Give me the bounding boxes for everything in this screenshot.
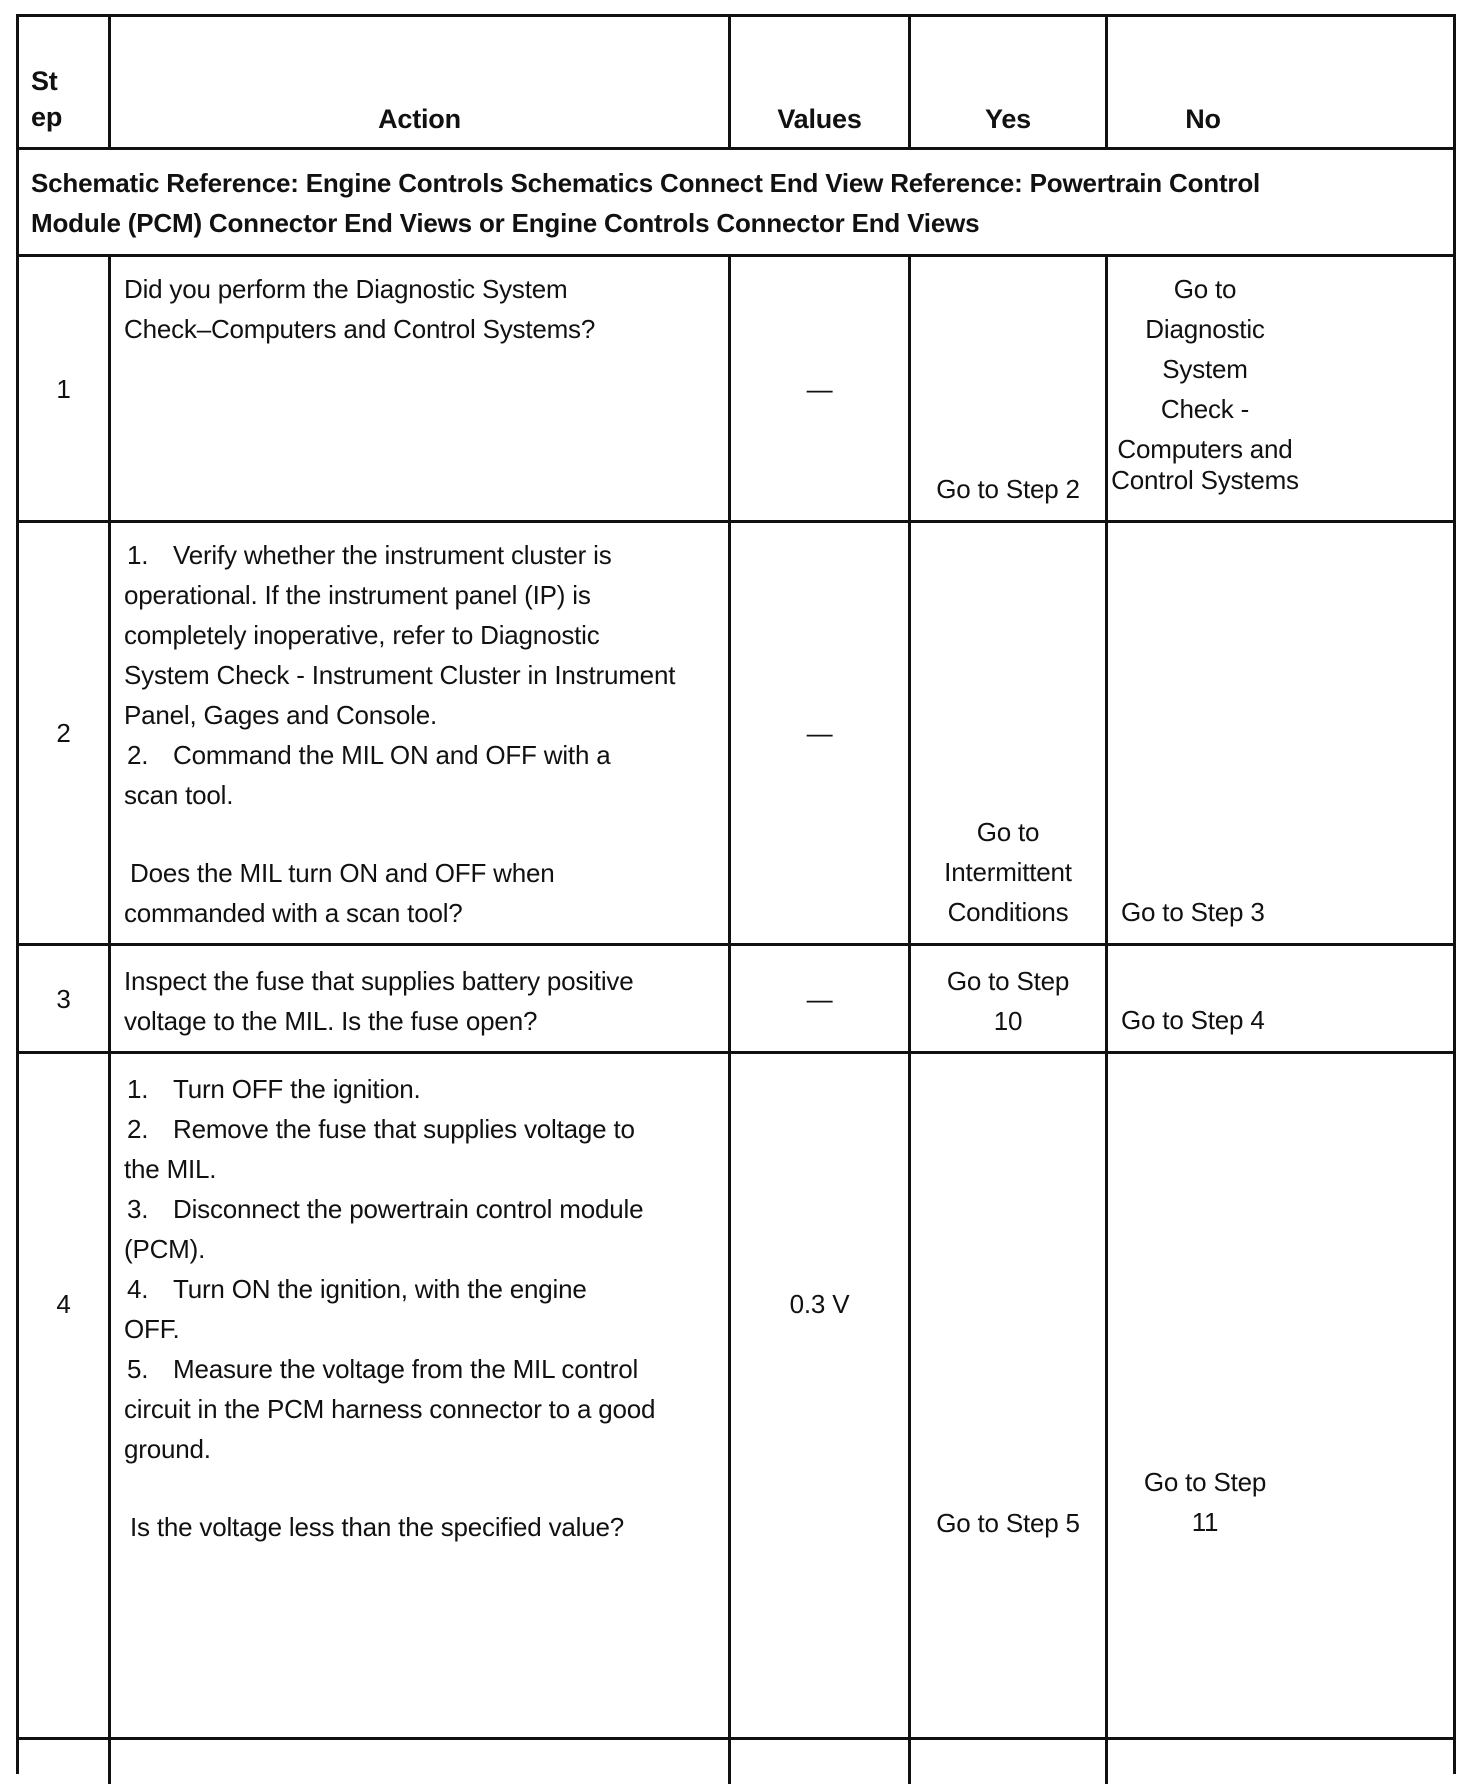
row2-action bbox=[124, 535, 724, 933]
action-line: the MIL. bbox=[124, 1154, 217, 1184]
row3-yes bbox=[911, 961, 1105, 1041]
question-line: commanded with a scan tool? bbox=[124, 898, 463, 928]
row3-no: Go to Step 4 bbox=[1121, 1005, 1265, 1035]
row1-action bbox=[124, 269, 724, 349]
action-line: OFF. bbox=[124, 1314, 180, 1344]
item-text: Turn ON the ignition, with the engine bbox=[173, 1274, 587, 1304]
action-line: voltage to the MIL. Is the fuse open? bbox=[124, 1006, 538, 1036]
question-line: Is the voltage less than the specified value? bbox=[130, 1512, 624, 1542]
rule-reference-bottom bbox=[19, 254, 1453, 257]
yes-line: Intermittent bbox=[944, 857, 1072, 887]
action-line: Inspect the fuse that supplies battery positive bbox=[124, 966, 634, 996]
row2-no: Go to Step 3 bbox=[1121, 897, 1265, 927]
no-line: Control Systems bbox=[1111, 465, 1299, 495]
action-line: ground. bbox=[124, 1434, 211, 1464]
row1-step: 1 bbox=[56, 374, 71, 404]
item-number: 1. bbox=[127, 540, 149, 570]
row1-no bbox=[1108, 269, 1302, 493]
row1-value: — bbox=[806, 374, 833, 404]
yes-line: Go to bbox=[976, 817, 1040, 847]
schematic-reference bbox=[31, 163, 1431, 243]
action-item-line bbox=[124, 535, 724, 575]
header-yes: Yes bbox=[985, 104, 1031, 134]
item-number: 2. bbox=[127, 1114, 149, 1144]
no-line: System bbox=[1162, 354, 1248, 384]
yes-line: Conditions bbox=[947, 897, 1069, 927]
action-line: Check–Computers and Control Systems? bbox=[124, 314, 596, 344]
reference-line: Module (PCM) Connector End Views or Engine Controls Connector End Views bbox=[31, 208, 980, 238]
action-line: Did you perform the Diagnostic System bbox=[124, 274, 568, 304]
action-line: (PCM). bbox=[124, 1234, 206, 1264]
yes-line: 10 bbox=[993, 1006, 1023, 1036]
no-line: 11 bbox=[1191, 1507, 1219, 1537]
yes-line: Go to Step bbox=[946, 966, 1070, 996]
item-text: Remove the fuse that supplies voltage to bbox=[173, 1114, 635, 1144]
no-line: Go to bbox=[1173, 274, 1237, 304]
rule-header-bottom bbox=[19, 147, 1453, 150]
item-number: 5. bbox=[127, 1354, 149, 1384]
action-line: Panel, Gages and Console. bbox=[124, 700, 437, 730]
header-no: No bbox=[1185, 104, 1221, 134]
rule-row1-bottom bbox=[19, 520, 1453, 523]
header-step-line: ep bbox=[31, 102, 63, 132]
header-step bbox=[31, 63, 105, 135]
no-line: Go to Step bbox=[1143, 1467, 1267, 1497]
item-text: Verify whether the instrument cluster is bbox=[173, 540, 612, 570]
no-line: Check - bbox=[1160, 394, 1250, 424]
item-text: Disconnect the powertrain control module bbox=[173, 1194, 644, 1224]
row4-no bbox=[1108, 1462, 1302, 1542]
action-line: System Check - Instrument Cluster in Instrument bbox=[124, 660, 676, 690]
header-values: Values bbox=[777, 104, 862, 134]
action-line: circuit in the PCM harness connector to a good bbox=[124, 1394, 656, 1424]
action-line: completely inoperative, refer to Diagnostic bbox=[124, 620, 600, 650]
reference-line: Schematic Reference: Engine Controls Schematics Connect End View Reference: Powertrain Control bbox=[31, 168, 1261, 198]
action-item-line bbox=[124, 1069, 724, 1109]
row1-yes: Go to Step 2 bbox=[936, 474, 1080, 504]
row3-action bbox=[124, 961, 724, 1041]
no-line: Computers and bbox=[1117, 434, 1293, 464]
row3-value: — bbox=[806, 984, 833, 1014]
question-line: Does the MIL turn ON and OFF when bbox=[130, 858, 555, 888]
item-number: 3. bbox=[127, 1194, 149, 1224]
action-item-line bbox=[124, 1269, 724, 1309]
row2-yes bbox=[911, 812, 1105, 932]
item-number: 4. bbox=[127, 1274, 149, 1304]
action-item-line bbox=[124, 1189, 724, 1229]
diagnostic-table bbox=[16, 14, 1456, 1774]
item-text: Measure the voltage from the MIL control bbox=[173, 1354, 639, 1384]
item-number: 2. bbox=[127, 740, 149, 770]
row4-yes: Go to Step 5 bbox=[936, 1508, 1080, 1538]
action-item-line bbox=[124, 1349, 724, 1389]
item-number: 1. bbox=[127, 1074, 149, 1104]
rule-row2-bottom bbox=[19, 943, 1453, 946]
row2-step: 2 bbox=[56, 718, 71, 748]
no-line: Diagnostic bbox=[1145, 314, 1265, 344]
row4-action bbox=[124, 1069, 724, 1547]
header-step-line: St bbox=[31, 66, 58, 96]
col-rule-1-body bbox=[108, 254, 111, 1784]
rule-row4-bottom bbox=[19, 1737, 1453, 1740]
action-line: operational. If the instrument panel (IP) is bbox=[124, 580, 591, 610]
header-action: Action bbox=[378, 104, 461, 134]
row2-value: — bbox=[806, 718, 833, 748]
row3-step: 3 bbox=[56, 984, 71, 1014]
action-line: scan tool. bbox=[124, 780, 234, 810]
item-text: Command the MIL ON and OFF with a bbox=[173, 740, 611, 770]
action-item-line bbox=[124, 735, 724, 775]
row4-value: 0.3 V bbox=[789, 1289, 850, 1319]
rule-row3-bottom bbox=[19, 1051, 1453, 1054]
item-text: Turn OFF the ignition. bbox=[173, 1074, 421, 1104]
action-item-line bbox=[124, 1109, 724, 1149]
row4-step: 4 bbox=[56, 1289, 71, 1319]
